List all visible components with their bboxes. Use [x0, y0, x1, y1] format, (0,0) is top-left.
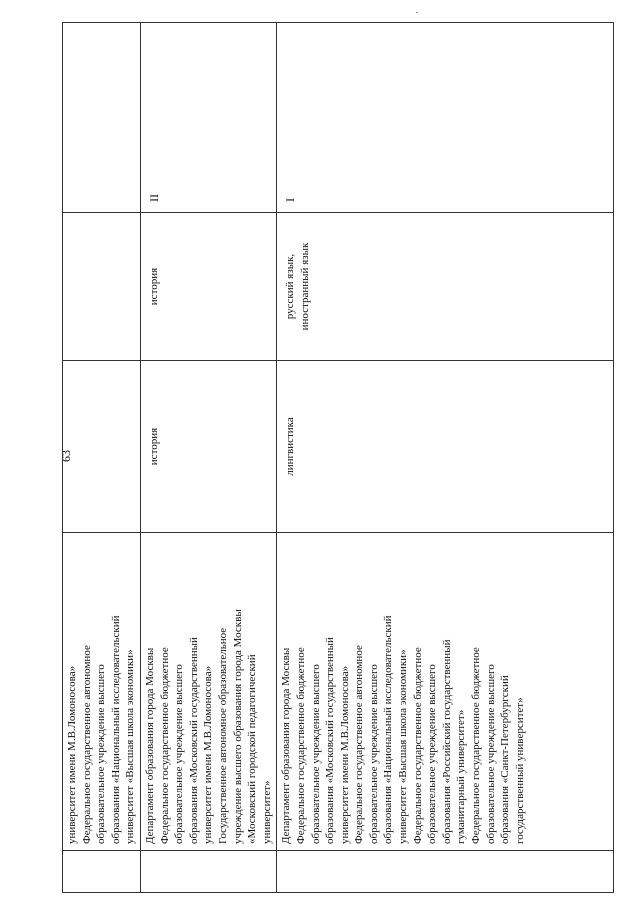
organizer-line: университет «Высшая школа экономики»: [397, 649, 410, 844]
profile-cell: история: [140, 361, 276, 533]
organizer-line: образовательное учреждение высшего: [309, 664, 322, 844]
organizer-line: университет»: [260, 780, 273, 844]
organizer-line: образовательное учреждение высшего: [484, 664, 497, 844]
number-cell: [63, 851, 141, 893]
organizer-line: Департамент образования города Москвы: [143, 647, 156, 844]
organizer-line: Федеральное государственное автономное: [353, 645, 366, 844]
subject-line: русский язык,: [284, 253, 297, 320]
subject-cell: [63, 213, 141, 361]
organizer-line: учреждение высшего образования города Москвы: [231, 609, 244, 844]
organizer-line: образования «Российский государственный: [440, 639, 453, 844]
organizer-line: образовательное учреждение высшего: [173, 664, 186, 844]
organizer-line: образования «Национальный исследовательский: [382, 615, 395, 844]
organizers-cell: [140, 533, 276, 851]
table-row: [140, 23, 276, 893]
profile-cell: лингвистика: [277, 361, 614, 533]
number-cell: [277, 851, 614, 893]
profile-cell: [63, 361, 141, 533]
organizers-cell: [63, 533, 141, 851]
organizer-line: образования «Московский государственный: [324, 637, 337, 844]
level-cell: [63, 23, 141, 213]
organizer-line: «Московский городской педагогический: [246, 654, 259, 844]
organizer-line: образования «Санкт-Петербургский: [499, 675, 512, 844]
organizer-line: Государственное автономное образовательное: [216, 627, 229, 844]
organizer-line: образовательное учреждение высшего: [95, 664, 108, 844]
organizer-line: образования «Национальный исследовательский: [109, 615, 122, 844]
organizer-line: государственный университет»: [513, 697, 526, 844]
organizer-line: образования «Московский государственный: [187, 637, 200, 844]
organizer-line: университет имени М.В.Ломоносова»: [66, 665, 78, 844]
organizer-line: образовательное учреждение высшего: [367, 664, 380, 844]
organizers-cell: [277, 533, 614, 851]
level-cell: II: [140, 23, 276, 213]
rotated-table-container: [62, 23, 614, 893]
organizer-line: университет имени М.В.Ломоносова»: [338, 665, 351, 844]
page-number: 63: [59, 450, 73, 462]
table-row: [277, 23, 614, 893]
subject-line: история: [147, 267, 160, 306]
scan-mark: [416, 12, 418, 13]
organizer-line: Департамент образования города Москвы: [280, 647, 293, 844]
organizer-line: Федеральное государственное бюджетное: [158, 647, 171, 844]
organizer-line: университет «Высшая школа экономики»: [124, 649, 137, 844]
level-cell: I: [277, 23, 614, 213]
number-cell: [140, 851, 276, 893]
organizer-line: Федеральное государственное бюджетное: [411, 647, 424, 844]
subject-cell: [140, 213, 276, 361]
subject-line: иностранный язык: [298, 242, 311, 331]
table-row: [63, 23, 141, 893]
organizer-line: университет имени М.В.Ломоносова»: [202, 665, 215, 844]
organizer-line: Федеральное государственное автономное: [80, 645, 93, 844]
subject-cell: [277, 213, 614, 361]
organizer-line: Федеральное государственное бюджетное: [294, 647, 307, 844]
organizer-line: гуманитарный университет»: [455, 709, 468, 844]
organizer-line: Федеральное государственное бюджетное: [470, 647, 483, 844]
organizer-line: образовательное учреждение высшего: [426, 664, 439, 844]
olympiad-table: [62, 22, 614, 893]
